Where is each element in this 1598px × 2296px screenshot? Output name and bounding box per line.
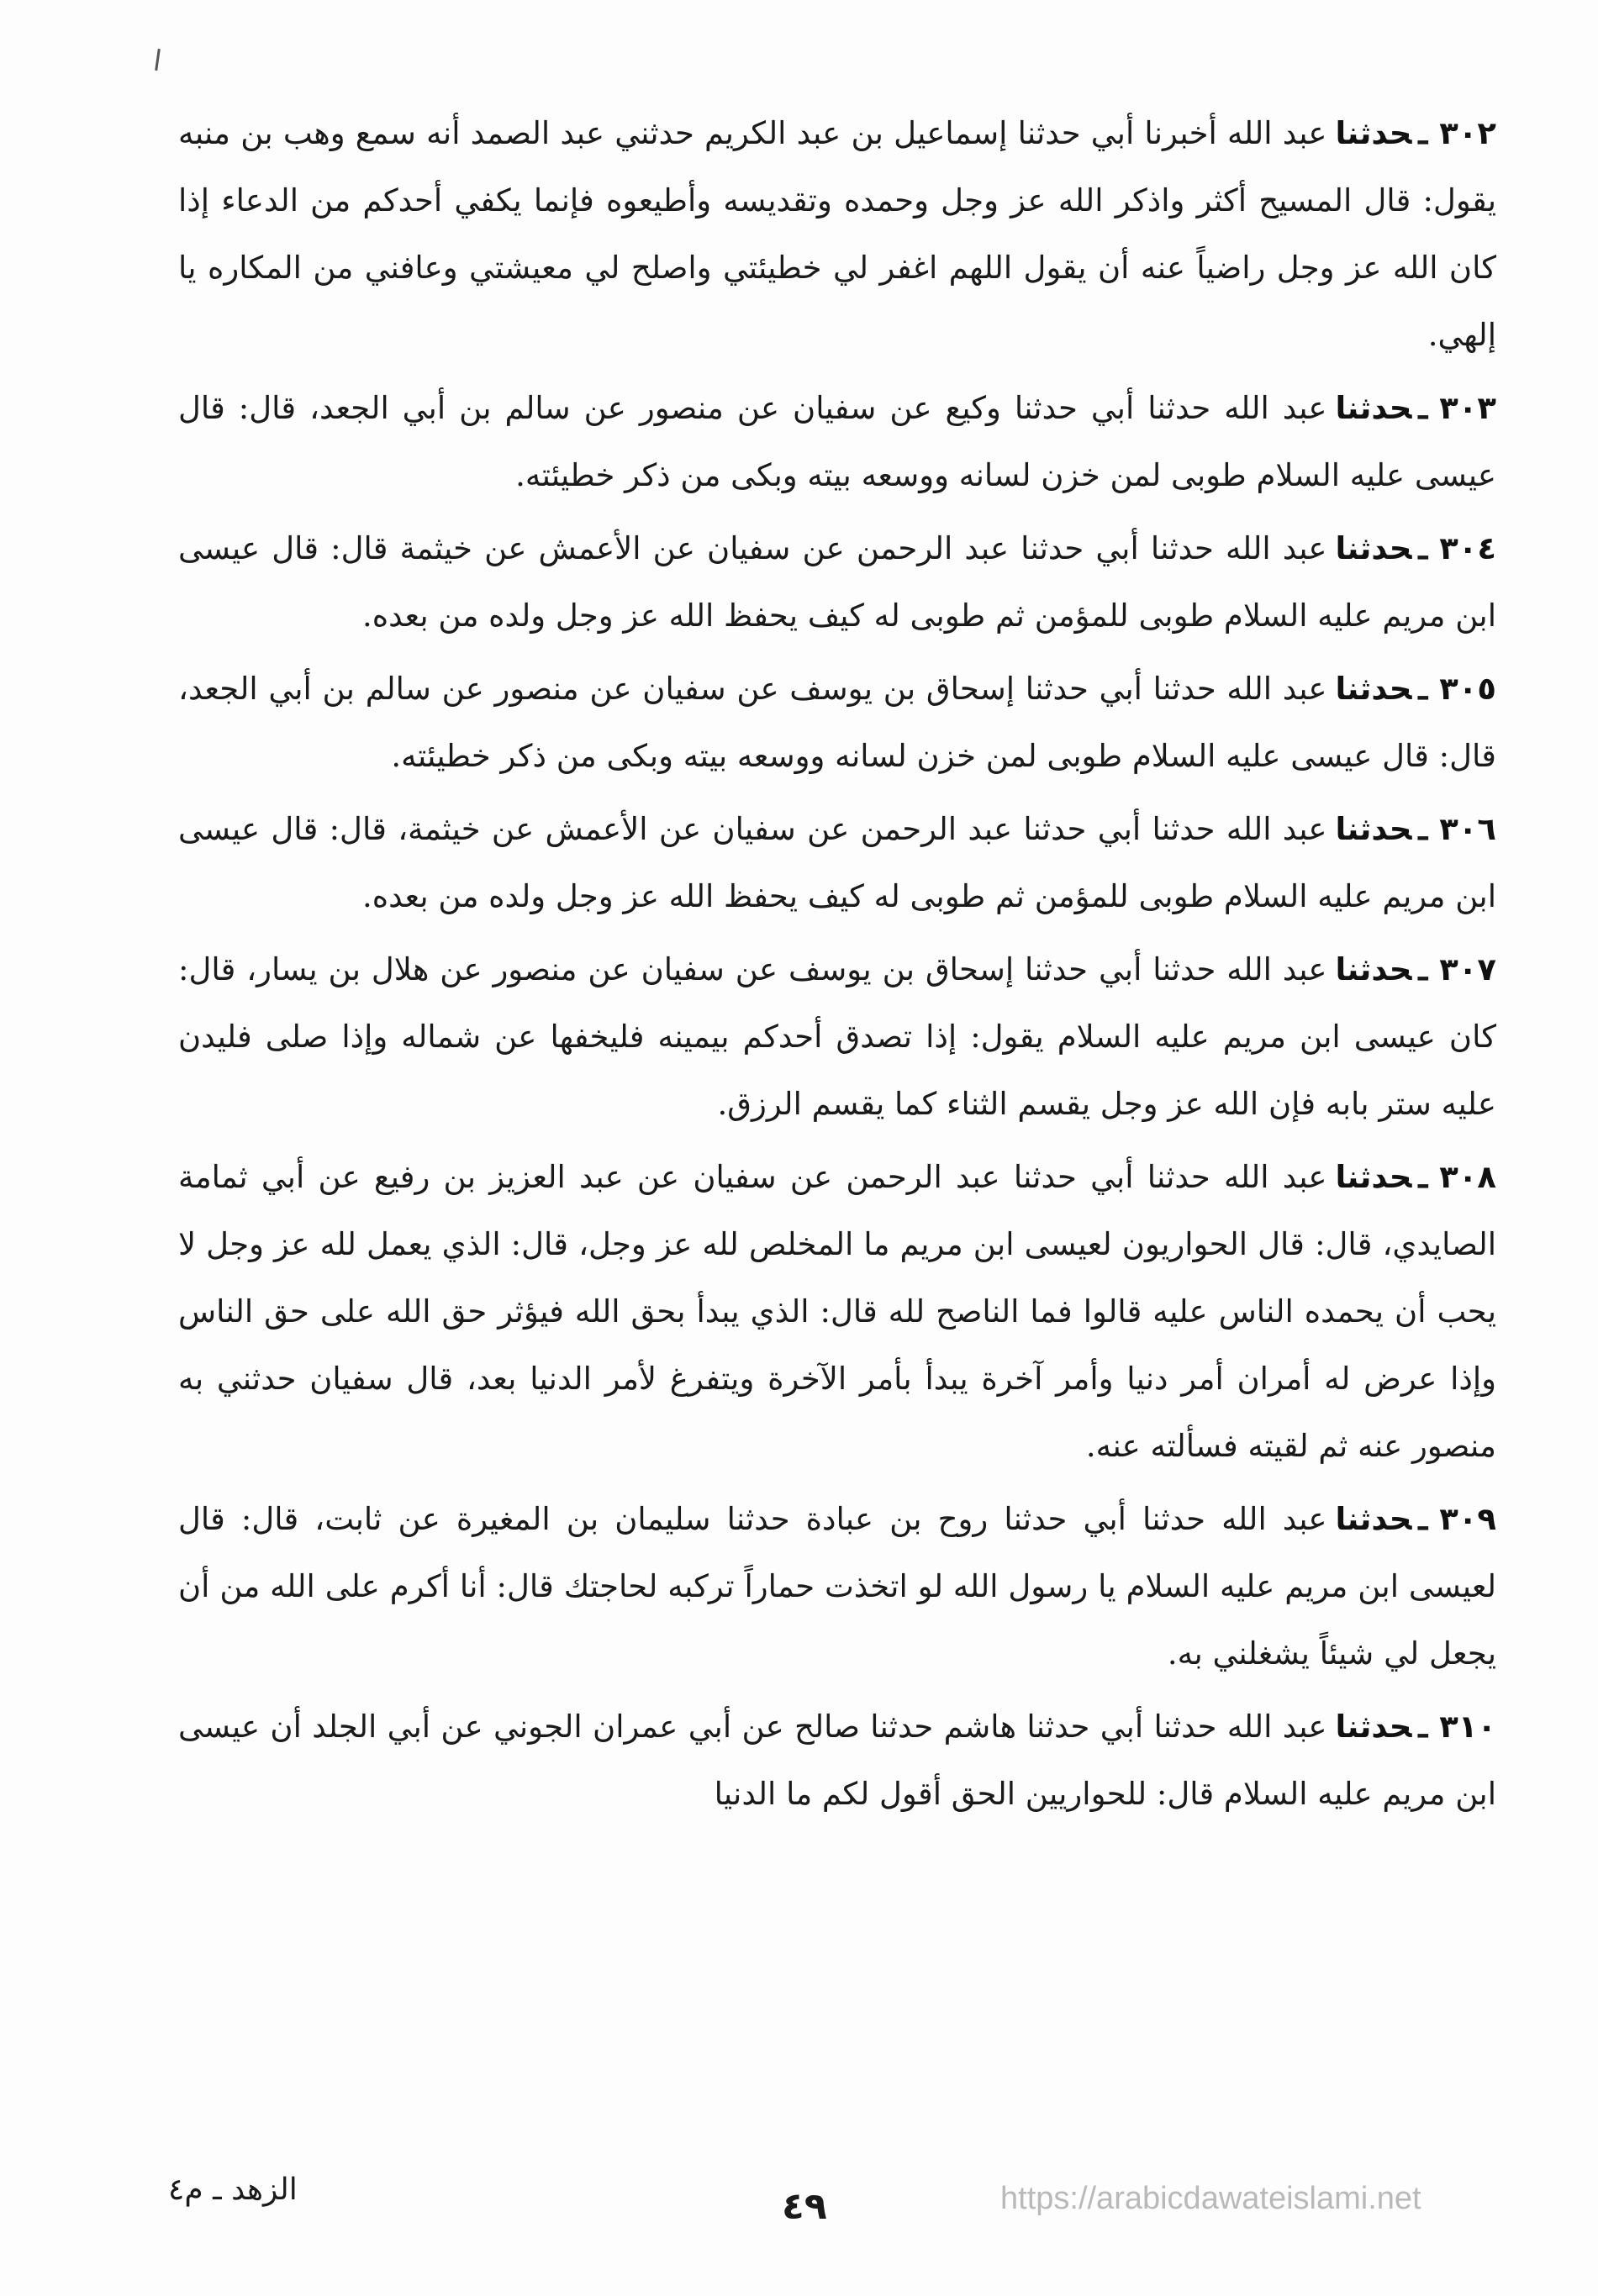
entry-keyword: حدثنا (1335, 1501, 1412, 1537)
entry-text: عبد الله حدثنا أبي حدثنا إسحاق بن يوسف عن سفيان عن منصور عن هلال بن يسار، قال: كان عيسى ابن مريم عليه السلام يقول: إذا تصدق أحدكم بيمينه فليخفها عن شماله وإذا صلى فليدن عليه ستر بابه فإن الله عز وجل يقسم الثناء كما يقسم الرزق. (178, 951, 1496, 1122)
hadith-entry: ٣٠٧ـحدثناعبد الله حدثنا أبي حدثنا إسحاق بن يوسف عن سفيان عن منصور عن هلال بن يسار، قال: كان عيسى ابن مريم عليه السلام يقول: إذا تصدق أحدكم بيمينه فليخفها عن شماله وإذا صلى فليدن عليه ستر بابه فإن الله عز وجل يقسم الثناء كما يقسم الرزق. (178, 951, 1496, 1122)
scan-mark (155, 49, 161, 71)
entry-keyword: حدثنا (1335, 530, 1412, 566)
entry-keyword: حدثنا (1335, 115, 1412, 151)
entry-number: ٣٠٣ (1439, 390, 1496, 426)
entry-keyword: حدثنا (1335, 951, 1412, 987)
book-signature: الزهد ـ م٤ (168, 2172, 298, 2207)
entry-keyword: حدثنا (1335, 811, 1412, 847)
entry-text: عبد الله حدثنا أبي حدثنا إسحاق بن يوسف عن سفيان عن منصور عن سالم بن أبي الجعد، قال: قال عيسى عليه السلام طوبى لمن خزن لسانه ووسعه بيته وبكى من ذكر خطيئته. (178, 671, 1496, 774)
entry-keyword: حدثنا (1335, 671, 1412, 707)
entry-number: ٣٠٩ (1439, 1501, 1496, 1537)
hadith-entry: ٣٠٣ـحدثناعبد الله حدثنا أبي حدثنا وكيع عن سفيان عن منصور عن سالم بن أبي الجعد، قال: قال عيسى عليه السلام طوبى لمن خزن لسانه ووسعه بيته وبكى من ذكر خطيئته. (178, 389, 1496, 493)
entry-text: عبد الله حدثنا أبي حدثنا هاشم حدثنا صالح عن أبي عمران الجوني عن أبي الجلد أن عيسى ابن مريم عليه السلام قال: للحواريين الحق أقول لكم ما الدنيا (178, 1709, 1496, 1812)
entry-number: ٣١٠ (1439, 1709, 1496, 1745)
entry-keyword: حدثنا (1335, 1159, 1412, 1195)
hadith-entry: ٣١٠ـحدثناعبد الله حدثنا أبي حدثنا هاشم حدثنا صالح عن أبي عمران الجوني عن أبي الجلد أن عيسى ابن مريم عليه السلام قال: للحواريين الحق أقول لكم ما الدنيا (178, 1708, 1496, 1812)
hadith-entry: ٣٠٦ـحدثناعبد الله حدثنا أبي حدثنا عبد الرحمن عن سفيان عن الأعمش عن خيثمة، قال: قال عيسى ابن مريم عليه السلام طوبى للمؤمن ثم طوبى له كيف يحفظ الله عز وجل ولده من بعده. (178, 810, 1496, 914)
hadith-entry: ٣٠٢ـحدثناعبد الله أخبرنا أبي حدثنا إسماعيل بن عبد الكريم حدثني عبد الصمد أنه سمع وهب بن منبه يقول: قال المسيح أكثر واذكر الله عز وجل وحمده وتقديسه وأطيعوه فإنما يكفي أحدكم من الدعاء إذا كان الله عز وجل راضياً عنه أن يقول اللهم اغفر لي خطيئتي واصلح لي معيشتي وعافني من المكاره يا إلهي. (178, 114, 1496, 353)
entry-number: ٣٠٨ (1439, 1159, 1496, 1195)
entry-text: عبد الله حدثنا أبي حدثنا عبد الرحمن عن سفيان عن الأعمش عن خيثمة قال: قال عيسى ابن مريم عليه السلام طوبى للمؤمن ثم طوبى له كيف يحفظ الله عز وجل ولده من بعده. (178, 530, 1496, 634)
watermark-url: https://arabicdawateislami.net (1000, 2181, 1421, 2216)
entry-number: ٣٠٦ (1439, 811, 1496, 847)
entry-number: ٣٠٤ (1439, 530, 1496, 566)
hadith-entry: ٣٠٨ـحدثناعبد الله حدثنا أبي حدثنا عبد الرحمن عن سفيان عن عبد العزيز بن رفيع عن أبي ثمامة الصايدي، قال: قال الحواريون لعيسى ابن مريم ما المخلص لله عز وجل، قال: الذي يعمل لله عز وجل لا يحب أن يحمده الناس عليه قالوا فما الناصح لله قال: الذي يبدأ بحق الله فيؤثر حق الله على حق الناس وإذا عرض له أمران أمر دنيا وأمر آخرة يبدأ بأمر الآخرة ويتفرغ لأمر الدنيا بعد، قال سفيان حدثني به منصور عنه ثم لقيته فسألته عنه. (178, 1158, 1496, 1464)
entry-text: عبد الله حدثنا أبي حدثنا عبد الرحمن عن سفيان عن عبد العزيز بن رفيع عن أبي ثمامة الصايدي، قال: قال الحواريون لعيسى ابن مريم ما المخلص لله عز وجل، قال: الذي يعمل لله عز وجل لا يحب أن يحمده الناس عليه قالوا فما الناصح لله قال: الذي يبدأ بحق الله فيؤثر حق الله على حق الناس وإذا عرض له أمران أمر دنيا وأمر آخرة يبدأ بأمر الآخرة ويتفرغ لأمر الدنيا بعد، قال سفيان حدثني به منصور عنه ثم لقيته فسألته عنه. (178, 1159, 1496, 1464)
entry-keyword: حدثنا (1335, 390, 1412, 426)
entry-text: عبد الله أخبرنا أبي حدثنا إسماعيل بن عبد الكريم حدثني عبد الصمد أنه سمع وهب بن منبه يقول: قال المسيح أكثر واذكر الله عز وجل وحمده وتقديسه وأطيعوه فإنما يكفي أحدكم من الدعاء إذا كان الله عز وجل راضياً عنه أن يقول اللهم اغفر لي خطيئتي واصلح لي معيشتي وعافني من المكاره يا إلهي. (178, 115, 1496, 353)
entry-text: عبد الله حدثنا أبي حدثنا عبد الرحمن عن سفيان عن الأعمش عن خيثمة، قال: قال عيسى ابن مريم عليه السلام طوبى للمؤمن ثم طوبى له كيف يحفظ الله عز وجل ولده من بعده. (178, 811, 1496, 914)
hadith-entry: ٣٠٤ـحدثناعبد الله حدثنا أبي حدثنا عبد الرحمن عن سفيان عن الأعمش عن خيثمة قال: قال عيسى ابن مريم عليه السلام طوبى للمؤمن ثم طوبى له كيف يحفظ الله عز وجل ولده من بعده. (178, 529, 1496, 634)
document-body (178, 99, 1496, 1833)
entry-keyword: حدثنا (1335, 1709, 1412, 1745)
entry-number: ٣٠٢ (1439, 115, 1496, 151)
hadith-entry: ٣٠٩ـحدثناعبد الله حدثنا أبي حدثنا روح بن عبادة حدثنا سليمان بن المغيرة عن ثابت، قال: قال لعيسى ابن مريم عليه السلام يا رسول الله لو اتخذت حماراً تركبه لحاجتك قال: أنا أكرم على الله من أن يجعل لي شيئاً يشغلني به. (178, 1500, 1496, 1672)
entry-number: ٣٠٥ (1439, 671, 1496, 707)
page-number: ٤٩ (782, 2185, 827, 2228)
hadith-entry: ٣٠٥ـحدثناعبد الله حدثنا أبي حدثنا إسحاق بن يوسف عن سفيان عن منصور عن سالم بن أبي الجعد، قال: قال عيسى عليه السلام طوبى لمن خزن لسانه ووسعه بيته وبكى من ذكر خطيئته. (178, 670, 1496, 774)
entry-text: عبد الله حدثنا أبي حدثنا وكيع عن سفيان عن منصور عن سالم بن أبي الجعد، قال: قال عيسى عليه السلام طوبى لمن خزن لسانه ووسعه بيته وبكى من ذكر خطيئته. (178, 390, 1496, 493)
entry-text: عبد الله حدثنا أبي حدثنا روح بن عبادة حدثنا سليمان بن المغيرة عن ثابت، قال: قال لعيسى ابن مريم عليه السلام يا رسول الله لو اتخذت حماراً تركبه لحاجتك قال: أنا أكرم على الله من أن يجعل لي شيئاً يشغلني به. (178, 1501, 1496, 1672)
entry-number: ٣٠٧ (1439, 951, 1496, 987)
